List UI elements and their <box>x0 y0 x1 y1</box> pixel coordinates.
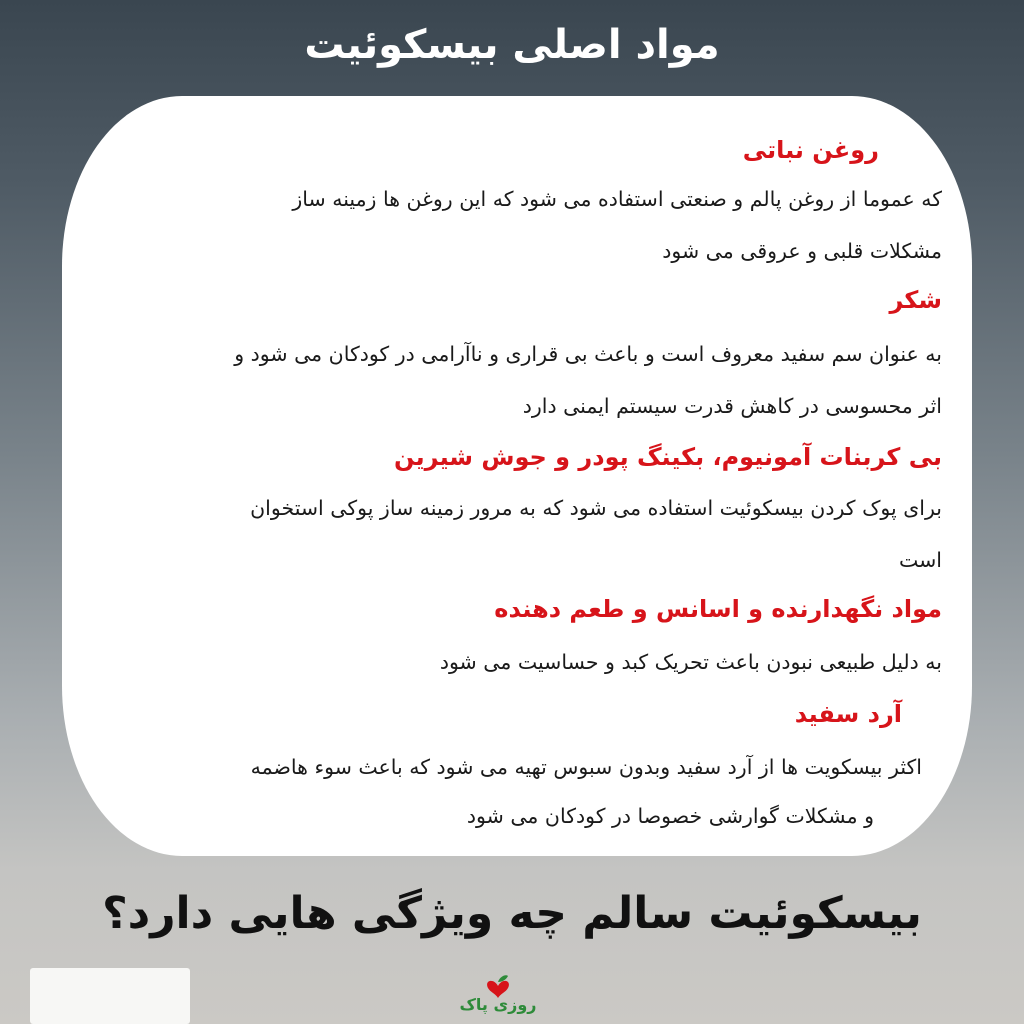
section-text-line: به دلیل طبیعی نبودن باعث تحریک کبد و حساسیت می شود <box>439 650 942 674</box>
section-heading-ammonium-bicarbonate: بی کربنات آمونیوم، بکینگ پودر و جوش شیرین <box>394 443 942 471</box>
section-text-line: و مشکلات گوارشی خصوصا در کودکان می شود <box>466 804 874 828</box>
section-text-line: به عنوان سم سفید معروف است و باعث بی قراری و ناآرامی در کودکان می شود و <box>234 342 942 366</box>
section-heading-vegetable-oil: روغن نباتی <box>742 136 879 164</box>
section-text-line: اکثر بیسکویت ها از آرد سفید وبدون سبوس تهیه می شود که باعث سوء هاضمه <box>250 755 922 779</box>
section-text-line: است <box>898 548 942 572</box>
section-text-line: اثر محسوسی در کاهش قدرت سیستم ایمنی دارد <box>522 394 942 418</box>
section-heading-white-flour: آرد سفید <box>794 700 902 728</box>
section-text-line: مشکلات قلبی و عروقی می شود <box>662 239 942 263</box>
section-heading-sugar: شکر <box>889 286 942 314</box>
logo-text: روزی پاک <box>459 995 537 1014</box>
section-heading-preservatives: مواد نگهدارنده و اسانس و طعم دهنده <box>494 595 942 623</box>
question-heading: بیسکوئیت سالم چه ویژگی هایی دارد؟ <box>102 888 922 939</box>
section-text-line: برای پوک کردن بیسکوئیت استفاده می شود که به مرور زمینه ساز پوکی استخوان <box>250 496 942 520</box>
heart-leaf-icon <box>448 972 548 1016</box>
section-text-line: که عموما از روغن پالم و صنعتی استفاده می شود که این روغن ها زمینه ساز <box>292 187 942 211</box>
white-patch <box>30 968 190 1024</box>
page-title: مواد اصلی بیسکوئیت <box>304 22 720 68</box>
brand-logo <box>448 972 548 1016</box>
